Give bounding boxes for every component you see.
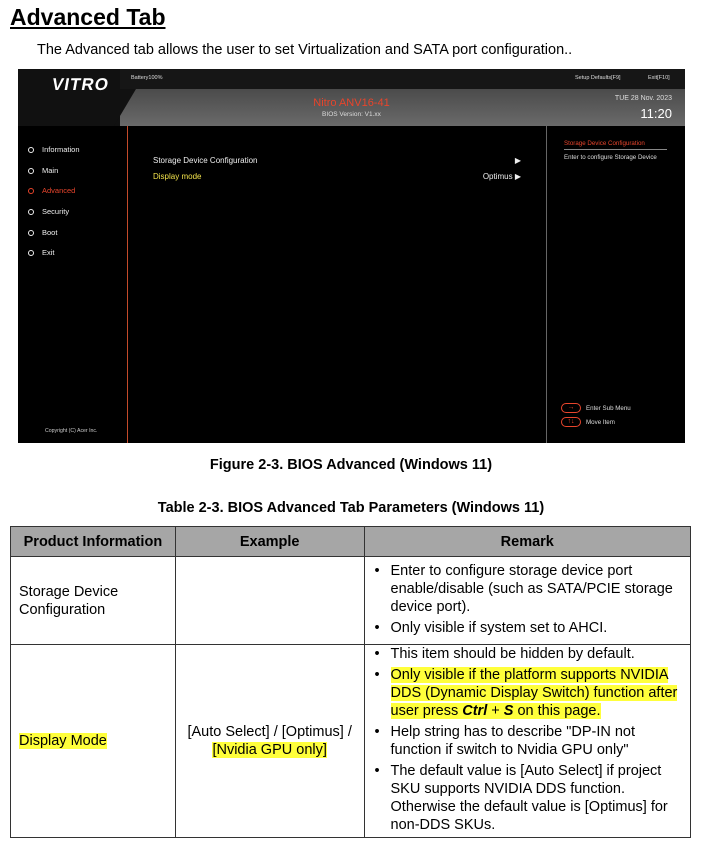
remark-item: • Help string has to describe "DP-IN not function if switch to Nvidia GPU only" [373,723,682,759]
example-cell [175,557,364,645]
bios-options [129,126,546,443]
product-cell: Storage Device Configuration [11,557,176,645]
remark-cell [364,645,690,838]
remark-item: • Only visible if system set to AHCI. [373,619,682,637]
bios-nav [18,126,128,443]
info-icon [28,147,34,153]
table-row [11,557,691,645]
up-down-arrows-icon: ↑↓ [561,417,581,427]
nav-exit[interactable]: Exit [28,248,55,257]
header-example: Example [175,527,364,557]
copyright: Copyright (C) Acer Inc. [45,428,98,434]
help-panel [546,126,685,443]
model-name: Nitro ANV16-41 [313,97,390,109]
nav-information[interactable]: Information [28,145,80,154]
gear-icon [28,168,34,174]
bios-version: BIOS Version: V1.xx [322,111,381,118]
setup-defaults-button[interactable]: Setup Defaults[F9] [575,75,621,81]
option-display-mode[interactable]: Display mode [153,172,202,181]
time-display: 11:20 [640,106,672,121]
table-row [11,645,691,838]
remark-item: • Enter to configure storage device port enable/disable (such as SATA/PCIE storage device port). [373,562,682,616]
key-enter-sub-menu: → Enter Sub Menu [561,403,631,413]
nav-boot[interactable]: Boot [28,228,57,237]
key-move-item: ↑↓ Move Item [561,417,615,427]
bios-header [18,69,685,126]
submenu-arrow-icon: ▶ [514,156,521,165]
exit-button[interactable]: Exit[F10] [648,75,670,81]
exit-icon [28,250,34,256]
header-product: Product Information [11,527,176,557]
date-display: TUE 28 Nov. 2023 [614,95,672,102]
option-storage-device-config[interactable]: Storage Device Configuration [153,156,258,165]
help-title: Storage Device Configuration [564,140,667,150]
nav-advanced[interactable]: Advanced [28,186,75,195]
remark-item: • Only visible if the platform supports NVIDIA DDS (Dynamic Display Switch) function after user press Ctrl + S on this page. [373,666,682,720]
intro-text: The Advanced tab allows the user to set Virtualization and SATA port configuration.. [37,42,573,58]
help-text: Enter to configure Storage Device [564,154,657,161]
enter-arrow-icon: → [561,403,581,413]
bios-screenshot [18,69,685,443]
battery-status: Battery100% [131,75,163,81]
shield-icon [28,209,34,215]
remark-cell [364,557,690,645]
table-caption: Table 2-3. BIOS Advanced Tab Parameters (Windows 11) [157,500,545,516]
nitro-logo: VITRO [50,75,111,94]
figure-caption: Figure 2-3. BIOS Advanced (Windows 11) [209,457,493,473]
display-mode-value[interactable]: Optimus ▶ [482,172,521,181]
example-cell: [Auto Select] / [Optimus] / [Nvidia GPU only] [175,645,364,838]
remark-item: • The default value is [Auto Select] if project SKU supports NVIDIA DDS function. Otherwise the default value is [Optimus] for non-DDS SKUs. [373,762,682,834]
nav-main[interactable]: Main [28,166,58,175]
advanced-icon [28,188,34,194]
parameters-table [10,526,691,838]
section-heading: Advanced Tab [10,4,166,30]
product-cell: Display Mode [11,645,176,838]
remark-item: • This item should be hidden by default. [373,645,682,663]
header-remark: Remark [364,527,690,557]
power-icon [28,230,34,236]
table-header-row [11,527,691,557]
nav-security[interactable]: Security [28,207,69,216]
